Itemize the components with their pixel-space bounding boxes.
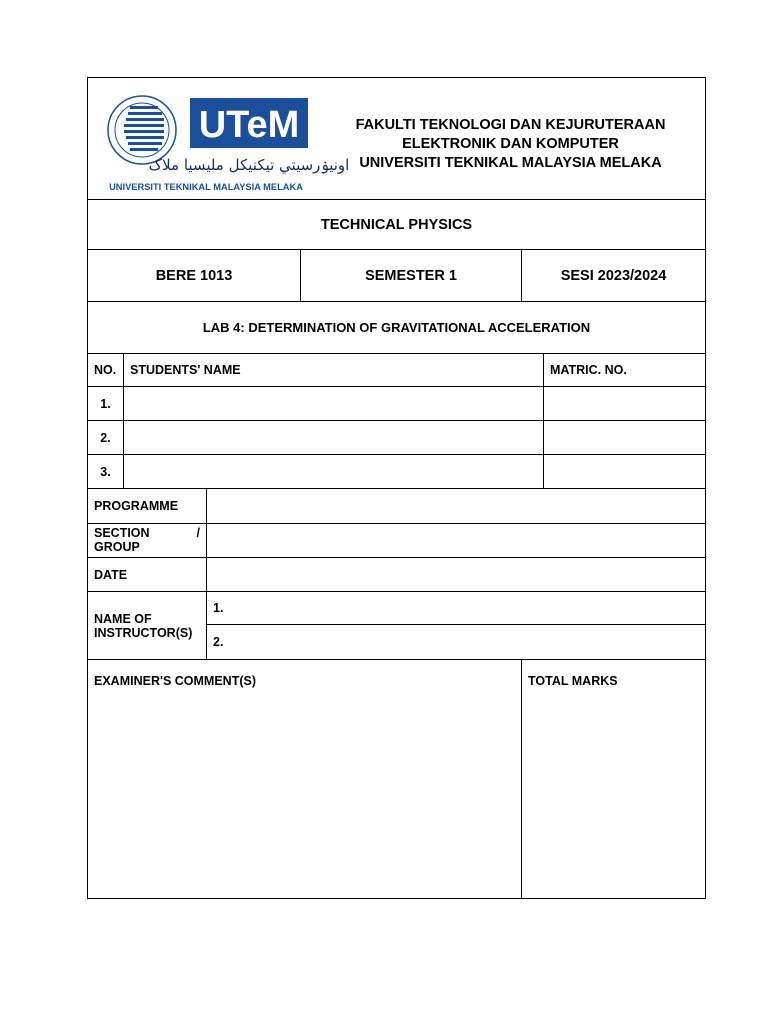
programme-label: PROGRAMME xyxy=(88,489,207,523)
utem-logo xyxy=(104,92,350,196)
total-marks-box[interactable] xyxy=(522,660,705,898)
programme-field[interactable] xyxy=(207,489,705,523)
lab-title: LAB 4: DETERMINATION OF GRAVITATIONAL ACCELERATION xyxy=(202,320,591,335)
instructor-label-line-1: NAME OF xyxy=(94,611,152,626)
examiner-comment-label: EXAMINER'S COMMENT(S) xyxy=(94,674,256,688)
faculty-line-1: FAKULTI TEKNOLOGI DAN KEJURUTERAAN xyxy=(355,117,666,133)
col-no-header: NO. xyxy=(88,354,124,386)
semester-cell xyxy=(301,250,522,301)
student-matric-field[interactable] xyxy=(544,455,705,488)
col-name-header: STUDENTS' NAME xyxy=(124,354,544,386)
student-row xyxy=(88,421,705,455)
student-row xyxy=(88,387,705,421)
lab-title-row xyxy=(88,302,705,354)
total-marks-label: TOTAL MARKS xyxy=(528,674,618,688)
student-name-field[interactable] xyxy=(124,421,544,454)
examiner-row xyxy=(88,660,705,898)
date-row xyxy=(88,558,705,592)
instructor-label-line-2: INSTRUCTOR(S) xyxy=(94,625,193,640)
students-header-row xyxy=(88,354,705,387)
section-slash: / xyxy=(196,526,200,540)
faculty-line-3: UNIVERSITI TEKNIKAL MALAYSIA MELAKA xyxy=(359,155,662,171)
instructor-row xyxy=(88,592,705,660)
student-no: 1. xyxy=(88,387,124,420)
header-row xyxy=(88,78,705,200)
programme-row xyxy=(88,489,705,524)
session: SESI 2023/2024 xyxy=(560,267,667,284)
course-title-row xyxy=(88,200,705,250)
instructor-1-field[interactable]: 1. xyxy=(207,592,705,625)
session-cell xyxy=(522,250,705,301)
date-label: DATE xyxy=(88,558,207,591)
course-title: TECHNICAL PHYSICS xyxy=(320,216,473,233)
section-label xyxy=(88,524,207,557)
logo-wordmark: UTeM xyxy=(198,104,300,146)
group-label-text: GROUP xyxy=(94,540,140,554)
student-no: 3. xyxy=(88,455,124,488)
course-meta-row xyxy=(88,250,705,302)
student-no: 2. xyxy=(88,421,124,454)
col-matric-header: MATRIC. NO. xyxy=(550,363,627,377)
student-name-field[interactable] xyxy=(124,387,544,420)
date-field[interactable] xyxy=(207,558,705,591)
instructor-fields xyxy=(207,592,705,659)
course-code: BERE 1013 xyxy=(155,267,233,284)
logo-jawi-text: اونيۏرسيتي تيكنيكل مليسيا ملاک xyxy=(148,156,350,174)
section-label-text: SECTION xyxy=(94,526,150,540)
course-code-cell xyxy=(88,250,301,301)
instructor-label xyxy=(88,592,207,659)
section-row xyxy=(88,524,705,558)
student-row xyxy=(88,455,705,489)
semester: SEMESTER 1 xyxy=(365,267,457,284)
faculty-heading xyxy=(318,116,703,173)
instructor-2-field[interactable]: 2. xyxy=(213,635,224,649)
examiner-comment-box[interactable] xyxy=(88,660,522,898)
lab-cover-form xyxy=(87,77,706,899)
student-name-field[interactable] xyxy=(124,455,544,488)
logo-caption: UNIVERSITI TEKNIKAL MALAYSIA MELAKA xyxy=(109,182,303,192)
section-field[interactable] xyxy=(207,524,705,557)
student-matric-field[interactable] xyxy=(544,421,705,454)
faculty-line-2: ELEKTRONIK DAN KOMPUTER xyxy=(402,136,619,152)
student-matric-field[interactable] xyxy=(544,387,705,420)
